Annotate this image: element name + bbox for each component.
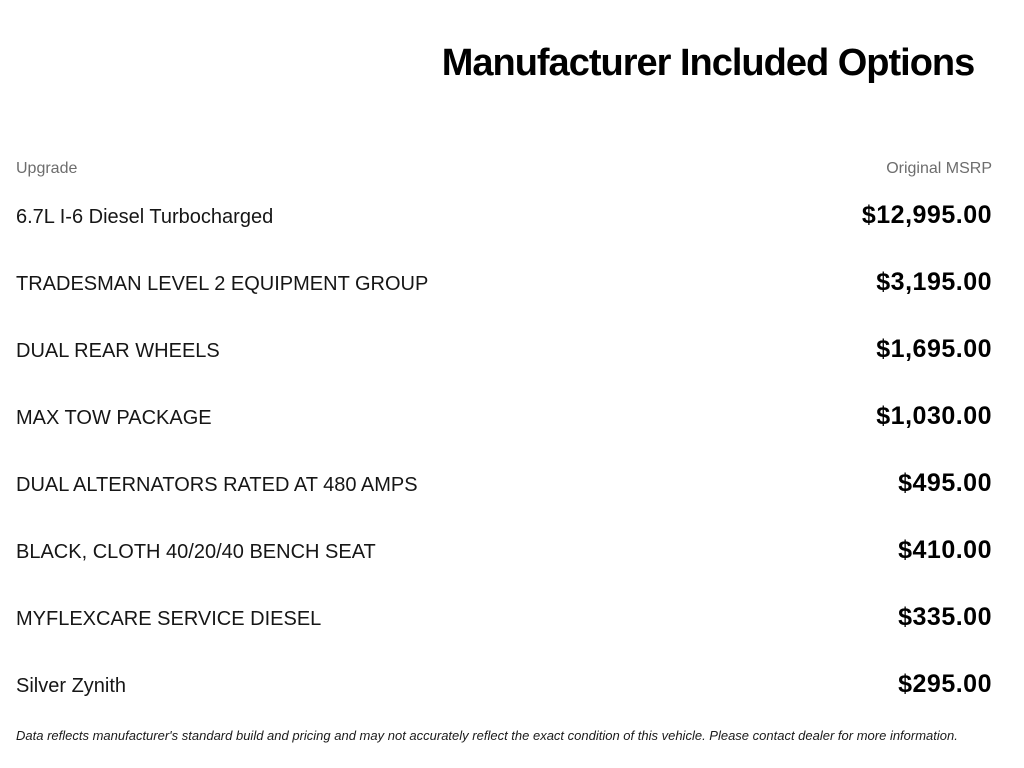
option-label: DUAL ALTERNATORS RATED AT 480 AMPS <box>16 474 418 496</box>
option-price: $295.00 <box>898 670 992 698</box>
option-label: MAX TOW PACKAGE <box>16 407 212 429</box>
option-price: $1,695.00 <box>876 335 992 363</box>
table-row <box>16 536 992 566</box>
table-row <box>16 335 992 365</box>
option-price: $495.00 <box>898 469 992 497</box>
table-header-row <box>16 158 992 180</box>
option-price: $410.00 <box>898 536 992 564</box>
manufacturer-options-page <box>0 40 1024 768</box>
table-row <box>16 268 992 298</box>
option-price: $1,030.00 <box>876 402 992 430</box>
options-table <box>0 158 1024 700</box>
option-label: DUAL REAR WHEELS <box>16 340 220 362</box>
option-price: $335.00 <box>898 603 992 631</box>
disclaimer-text: Data reflects manufacturer's standard build and pricing and may not accurately reflect the exact condition of this vehicle. Please contact dealer for more information. <box>16 728 958 743</box>
table-row <box>16 469 992 499</box>
title-container <box>392 40 1024 86</box>
table-body <box>16 201 992 700</box>
option-label: MYFLEXCARE SERVICE DIESEL <box>16 608 322 630</box>
option-label: 6.7L I-6 Diesel Turbocharged <box>16 206 274 228</box>
page-title: Manufacturer Included Options <box>441 42 975 84</box>
table-row <box>16 201 992 231</box>
column-header-upgrade: Upgrade <box>16 160 78 177</box>
option-label: TRADESMAN LEVEL 2 EQUIPMENT GROUP <box>16 273 429 295</box>
option-price: $3,195.00 <box>876 268 992 296</box>
option-label: BLACK, CLOTH 40/20/40 BENCH SEAT <box>16 541 376 563</box>
table-row <box>16 402 992 432</box>
option-price: $12,995.00 <box>861 201 992 229</box>
column-header-original-msrp: Original MSRP <box>886 160 992 177</box>
option-label: Silver Zynith <box>16 675 127 697</box>
table-row <box>16 670 992 700</box>
table-row <box>16 603 992 633</box>
